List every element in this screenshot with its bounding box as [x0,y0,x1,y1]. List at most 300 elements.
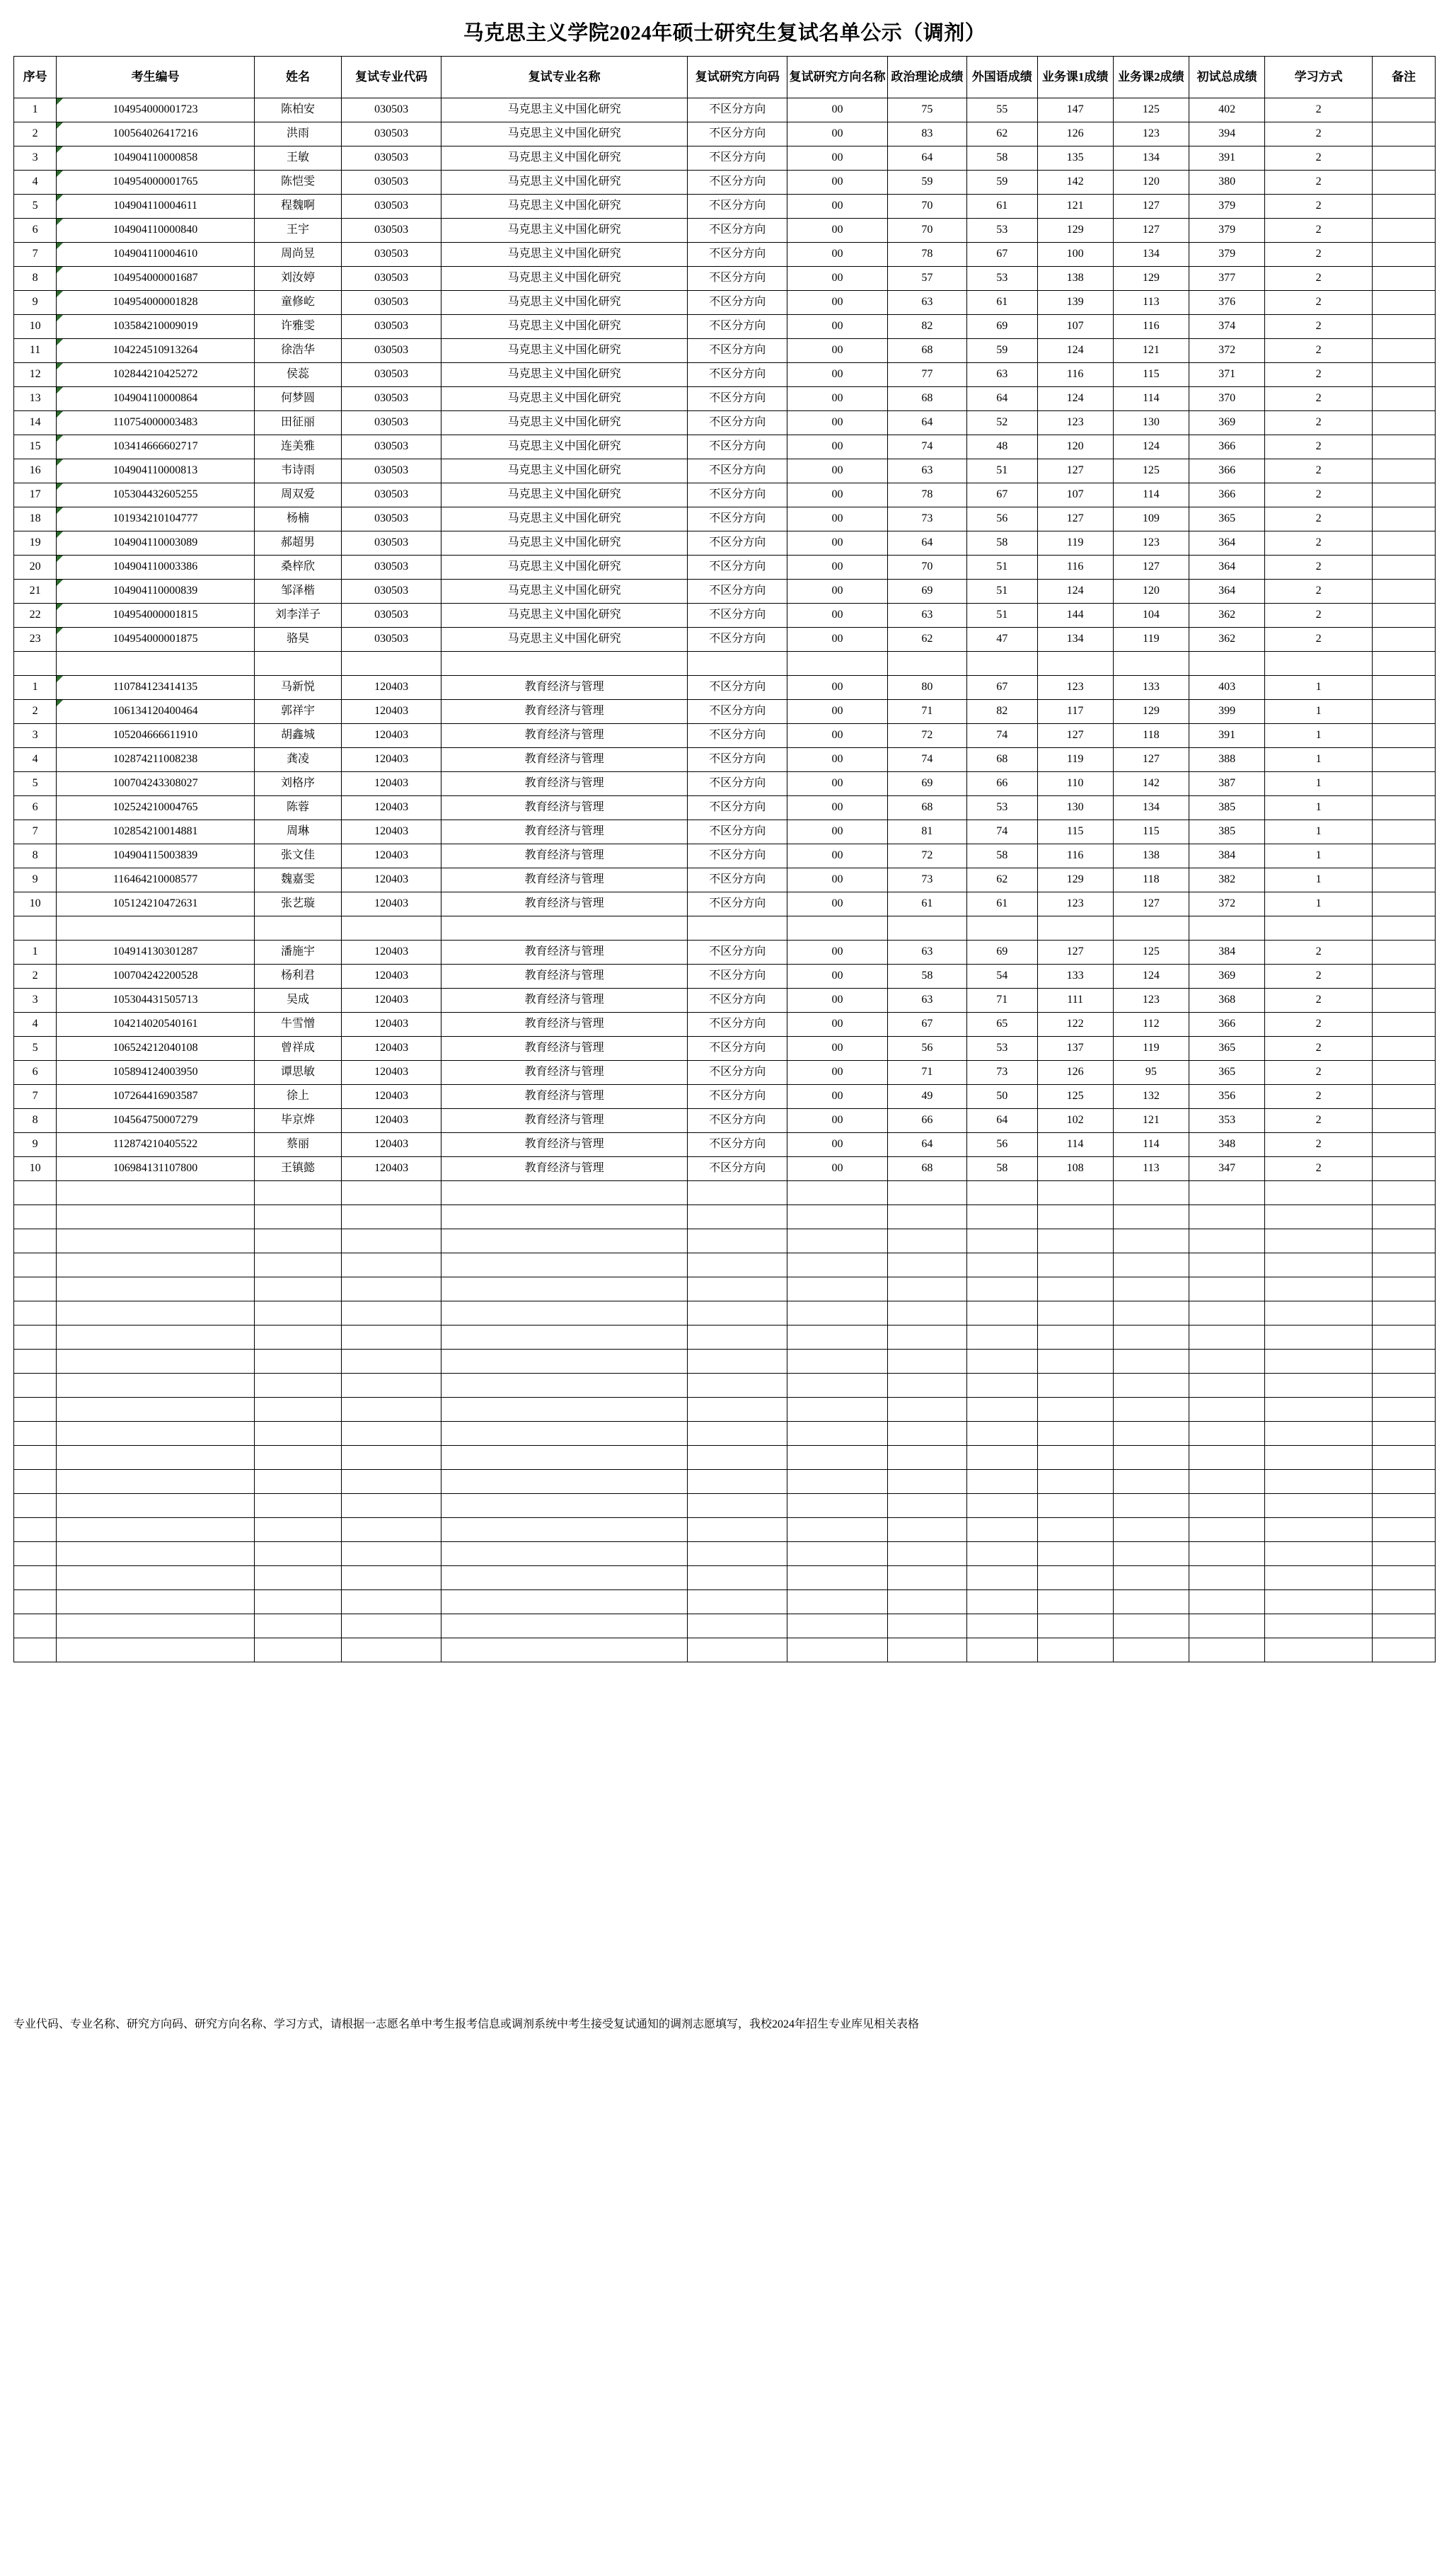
table-cell-empty [1037,1446,1113,1470]
table-cell: 00 [787,1013,887,1037]
table-row [14,1085,1436,1109]
table-cell: 不区分方向 [688,1157,787,1181]
table-row [14,820,1436,844]
table-cell-empty [255,1446,342,1470]
table-cell: 362 [1189,604,1265,628]
table-cell: 120403 [341,772,441,796]
table-cell-empty [1372,916,1435,941]
table-blank-row [14,1446,1436,1470]
table-cell: 00 [787,339,887,363]
table-cell-empty [1372,652,1435,676]
table-cell-empty [14,1229,57,1253]
table-cell-empty [14,1374,57,1398]
table-cell: 74 [887,748,966,772]
table-cell-empty [887,1181,966,1205]
table-cell-empty [688,1326,787,1350]
table-cell [1372,315,1435,339]
table-cell-empty [1037,1374,1113,1398]
table-cell: 00 [787,556,887,580]
table-cell-empty [1037,1566,1113,1590]
table-cell-empty [255,1350,342,1374]
table-cell: 64 [887,531,966,556]
table-cell: 陈柏安 [255,98,342,122]
table-cell: 116 [1037,363,1113,387]
table-cell-empty [787,1542,887,1566]
table-cell: 112 [1113,1013,1189,1037]
table-cell: 102874211008238 [57,748,255,772]
table-cell: 00 [787,700,887,724]
table-cell: 教育经济与管理 [441,748,688,772]
table-cell: 2 [1265,989,1373,1013]
table-cell: 73 [887,868,966,892]
table-cell: 00 [787,531,887,556]
table-cell: 127 [1113,748,1189,772]
table-cell: 不区分方向 [688,796,787,820]
table-cell-empty [255,1494,342,1518]
table-cell-empty [1037,1229,1113,1253]
table-cell-empty [255,1518,342,1542]
table-cell: 030503 [341,339,441,363]
table-cell-empty [441,1422,688,1446]
table-cell: 54 [967,965,1037,989]
table-cell: 00 [787,1061,887,1085]
table-cell: 369 [1189,411,1265,435]
table-cell: 1 [1265,820,1373,844]
table-cell: 1 [1265,772,1373,796]
table-cell: 030503 [341,315,441,339]
table-cell: 382 [1189,868,1265,892]
table-cell: 不区分方向 [688,892,787,916]
table-row [14,1037,1436,1061]
table-cell: 张文佳 [255,844,342,868]
table-cell: 1 [1265,676,1373,700]
table-cell [1372,1085,1435,1109]
table-cell: 5 [14,772,57,796]
table-cell: 不区分方向 [688,411,787,435]
table-cell: 399 [1189,700,1265,724]
table-cell [1372,435,1435,459]
table-cell-empty [1113,1590,1189,1614]
table-cell-empty [1189,1518,1265,1542]
table-cell-empty [688,1374,787,1398]
table-cell-empty [1189,1446,1265,1470]
table-cell: 00 [787,267,887,291]
table-cell-empty [1037,1542,1113,1566]
table-cell: 105124210472631 [57,892,255,916]
table-cell-empty [688,1446,787,1470]
table-cell: 10 [14,892,57,916]
table-cell: 129 [1113,267,1189,291]
table-cell [1372,724,1435,748]
table-cell: 70 [887,195,966,219]
table-cell: 63 [887,291,966,315]
table-cell: 桑梓欣 [255,556,342,580]
table-cell-empty [887,1470,966,1494]
table-cell-empty [341,1326,441,1350]
table-cell: 7 [14,1085,57,1109]
table-cell: 教育经济与管理 [441,989,688,1013]
table-cell: 120 [1113,580,1189,604]
table-cell: 391 [1189,724,1265,748]
table-cell: 1 [1265,844,1373,868]
table-cell: 374 [1189,315,1265,339]
table-cell-empty [57,1566,255,1590]
table-cell: 113 [1113,291,1189,315]
table-cell: 362 [1189,628,1265,652]
table-cell: 111 [1037,989,1113,1013]
table-cell-empty [57,1229,255,1253]
table-cell: 119 [1113,628,1189,652]
table-cell: 52 [967,411,1037,435]
table-cell: 1 [1265,700,1373,724]
table-cell: 00 [787,796,887,820]
table-cell: 030503 [341,363,441,387]
table-cell: 王镇懿 [255,1157,342,1181]
table-row [14,435,1436,459]
table-cell: 毕京烨 [255,1109,342,1133]
table-cell: 366 [1189,1013,1265,1037]
table-cell: 马克思主义中国化研究 [441,531,688,556]
table-cell: 10 [14,315,57,339]
table-cell: 8 [14,844,57,868]
table-cell-empty [1189,1470,1265,1494]
table-cell: 马克思主义中国化研究 [441,556,688,580]
table-cell-empty [967,1542,1037,1566]
table-cell-empty [1113,1518,1189,1542]
table-cell: 马克思主义中国化研究 [441,339,688,363]
table-cell: 6 [14,1061,57,1085]
table-cell-empty [967,1446,1037,1470]
table-cell-empty [14,1422,57,1446]
table-cell-empty [1372,1253,1435,1277]
table-cell: 68 [887,796,966,820]
table-cell [1372,339,1435,363]
footnote-container [13,2016,1436,2033]
column-header-major-code: 复试专业代码 [341,57,441,98]
table-cell-empty [1189,1638,1265,1662]
table-cell: 不区分方向 [688,1037,787,1061]
table-cell: 353 [1189,1109,1265,1133]
table-cell: 2 [1265,1013,1373,1037]
table-cell: 104914130301287 [57,941,255,965]
table-cell: 马克思主义中国化研究 [441,195,688,219]
table-cell-empty [1265,1590,1373,1614]
table-cell: 58 [967,531,1037,556]
table-cell: 刘李洋子 [255,604,342,628]
table-cell: 66 [967,772,1037,796]
table-cell: 1 [1265,796,1373,820]
table-cell-empty [688,1181,787,1205]
table-cell [1372,748,1435,772]
table-cell: 49 [887,1085,966,1109]
table-cell: 104904110000813 [57,459,255,483]
table-cell: 教育经济与管理 [441,796,688,820]
table-cell: 不区分方向 [688,483,787,507]
table-cell: 95 [1113,1061,1189,1085]
table-cell: 65 [967,1013,1037,1037]
table-cell: 4 [14,748,57,772]
table-cell: 2 [1265,387,1373,411]
table-cell: 4 [14,1013,57,1037]
table-cell [1372,219,1435,243]
table-cell: 2 [14,700,57,724]
table-cell: 030503 [341,628,441,652]
table-cell-empty [1265,1229,1373,1253]
table-cell: 许雅雯 [255,315,342,339]
table-cell: 2 [1265,291,1373,315]
table-cell-empty [787,916,887,941]
table-cell: 不区分方向 [688,1133,787,1157]
table-cell-empty [441,1518,688,1542]
table-cell: 57 [887,267,966,291]
table-cell: 教育经济与管理 [441,1013,688,1037]
table-cell-empty [14,1590,57,1614]
table-cell: 107 [1037,315,1113,339]
table-cell: 15 [14,435,57,459]
table-cell: 120403 [341,1013,441,1037]
table-cell: 366 [1189,459,1265,483]
table-cell: 120403 [341,965,441,989]
table-cell: 教育经济与管理 [441,1037,688,1061]
table-cell: 124 [1113,965,1189,989]
table-cell: 7 [14,820,57,844]
table-cell: 104904110000840 [57,219,255,243]
table-cell-empty [14,1614,57,1638]
table-cell: 80 [887,676,966,700]
table-cell: 104954000001723 [57,98,255,122]
table-cell: 陈恺雯 [255,171,342,195]
table-cell: 马克思主义中国化研究 [441,363,688,387]
table-cell: 2 [1265,628,1373,652]
table-cell-empty [1113,1205,1189,1229]
table-cell-empty [787,1566,887,1590]
table-cell: 不区分方向 [688,387,787,411]
table-cell: 2 [1265,98,1373,122]
table-cell: 马克思主义中国化研究 [441,243,688,267]
table-cell: 142 [1113,772,1189,796]
table-blank-row [14,1205,1436,1229]
table-cell-empty [341,1277,441,1301]
table-cell: 不区分方向 [688,219,787,243]
table-cell: 102844210425272 [57,363,255,387]
table-cell: 366 [1189,435,1265,459]
table-cell-empty [255,652,342,676]
table-cell: 121 [1113,339,1189,363]
table-cell: 教育经济与管理 [441,1157,688,1181]
table-cell-empty [787,1277,887,1301]
table-cell: 教育经济与管理 [441,676,688,700]
table-cell-empty [57,1494,255,1518]
table-cell-empty [1113,1181,1189,1205]
table-cell: 00 [787,507,887,531]
table-cell-empty [688,1301,787,1326]
table-cell-empty [787,1590,887,1614]
table-cell: 51 [967,604,1037,628]
table-cell: 120403 [341,941,441,965]
table-cell: 127 [1037,507,1113,531]
table-row [14,387,1436,411]
table-cell-empty [787,1446,887,1470]
table-cell: 00 [787,483,887,507]
table-cell-empty [255,1566,342,1590]
table-cell: 123 [1037,892,1113,916]
table-cell-empty [887,1229,966,1253]
table-cell: 110 [1037,772,1113,796]
table-cell-empty [787,1253,887,1277]
table-cell: 徐上 [255,1085,342,1109]
table-cell-empty [255,1301,342,1326]
table-cell: 11 [14,339,57,363]
table-cell: 78 [887,243,966,267]
table-cell: 不区分方向 [688,1061,787,1085]
table-cell-empty [1265,1277,1373,1301]
table-cell [1372,171,1435,195]
table-cell-empty [1113,1542,1189,1566]
table-cell-empty [341,1253,441,1277]
table-cell: 119 [1037,748,1113,772]
table-spacer-row [14,652,1436,676]
table-cell-empty [1037,1326,1113,1350]
table-cell-empty [967,1470,1037,1494]
table-cell: 126 [1037,1061,1113,1085]
table-cell: 364 [1189,531,1265,556]
table-cell-empty [1372,1422,1435,1446]
table-cell: 379 [1189,195,1265,219]
table-cell: 教育经济与管理 [441,1109,688,1133]
table-cell: 2 [14,965,57,989]
table-cell-empty [341,1638,441,1662]
table-row [14,844,1436,868]
applicants-table [13,56,1436,1662]
table-cell: 马克思主义中国化研究 [441,315,688,339]
table-cell: 2 [1265,1133,1373,1157]
table-cell: 谭思敏 [255,1061,342,1085]
table-cell: 不区分方向 [688,363,787,387]
table-cell: 53 [967,219,1037,243]
table-cell: 10 [14,1157,57,1181]
table-cell-empty [1037,1494,1113,1518]
table-cell: 63 [887,604,966,628]
table-cell-empty [341,1590,441,1614]
table-cell: 114 [1113,483,1189,507]
table-cell: 00 [787,1085,887,1109]
table-cell: 62 [887,628,966,652]
table-row [14,604,1436,628]
table-cell-empty [1113,1614,1189,1638]
table-cell: 368 [1189,989,1265,1013]
table-cell: 潘施宇 [255,941,342,965]
table-cell: 347 [1189,1157,1265,1181]
table-cell: 107264416903587 [57,1085,255,1109]
table-cell-empty [255,1326,342,1350]
table-cell: 356 [1189,1085,1265,1109]
table-cell: 112874210405522 [57,1133,255,1157]
table-blank-row [14,1470,1436,1494]
table-cell-empty [1189,1253,1265,1277]
table-cell: 134 [1113,243,1189,267]
table-cell-empty [441,1398,688,1422]
table-blank-row [14,1518,1436,1542]
table-cell: 不区分方向 [688,844,787,868]
table-cell-empty [1037,1518,1113,1542]
table-cell-empty [1113,1253,1189,1277]
column-header-subject2-score: 业务课2成绩 [1113,57,1189,98]
table-cell: 00 [787,98,887,122]
table-cell: 侯蕊 [255,363,342,387]
table-cell: 马克思主义中国化研究 [441,122,688,146]
table-cell-empty [57,1398,255,1422]
table-cell: 385 [1189,796,1265,820]
table-cell-empty [967,1253,1037,1277]
table-cell: 2 [1265,531,1373,556]
table-cell: 不区分方向 [688,435,787,459]
table-cell: 120403 [341,724,441,748]
table-cell-empty [887,916,966,941]
table-cell [1372,1037,1435,1061]
table-cell: 2 [1265,580,1373,604]
table-cell-empty [441,1301,688,1326]
table-cell: 030503 [341,243,441,267]
table-cell: 133 [1037,965,1113,989]
table-cell: 徐浩华 [255,339,342,363]
table-cell: 123 [1113,122,1189,146]
table-cell-empty [887,1446,966,1470]
table-cell: 122 [1037,1013,1113,1037]
table-cell: 116 [1113,315,1189,339]
table-cell-empty [887,1422,966,1446]
table-cell-empty [1265,1470,1373,1494]
table-row [14,772,1436,796]
table-cell: 不区分方向 [688,122,787,146]
table-cell-empty [1372,1277,1435,1301]
table-cell: 72 [887,844,966,868]
table-cell: 364 [1189,556,1265,580]
table-cell: 不区分方向 [688,820,787,844]
table-cell: 58 [887,965,966,989]
table-cell-empty [967,1374,1037,1398]
table-cell-empty [1037,1398,1113,1422]
table-cell: 马克思主义中国化研究 [441,411,688,435]
table-cell: 不区分方向 [688,1085,787,1109]
table-cell: 教育经济与管理 [441,820,688,844]
table-cell: 110784123414135 [57,676,255,700]
table-cell: 120403 [341,989,441,1013]
table-cell-empty [967,916,1037,941]
table-cell: 83 [887,122,966,146]
table-cell [1372,98,1435,122]
table-cell: 3 [14,724,57,748]
table-row [14,219,1436,243]
table-cell-empty [1372,1470,1435,1494]
table-cell: 104954000001875 [57,628,255,652]
table-cell: 不区分方向 [688,195,787,219]
table-cell-empty [14,1566,57,1590]
table-cell: 00 [787,363,887,387]
table-cell-empty [441,1253,688,1277]
table-cell-empty [441,652,688,676]
table-cell-empty [1113,1446,1189,1470]
table-cell: 马克思主义中国化研究 [441,459,688,483]
table-cell: 不区分方向 [688,339,787,363]
table-cell: 117 [1037,700,1113,724]
table-cell: 114 [1037,1133,1113,1157]
table-cell: 127 [1113,219,1189,243]
table-cell-empty [255,1398,342,1422]
table-cell-empty [787,1374,887,1398]
table-cell: 104904110004610 [57,243,255,267]
table-cell: 教育经济与管理 [441,892,688,916]
table-cell: 杨利君 [255,965,342,989]
